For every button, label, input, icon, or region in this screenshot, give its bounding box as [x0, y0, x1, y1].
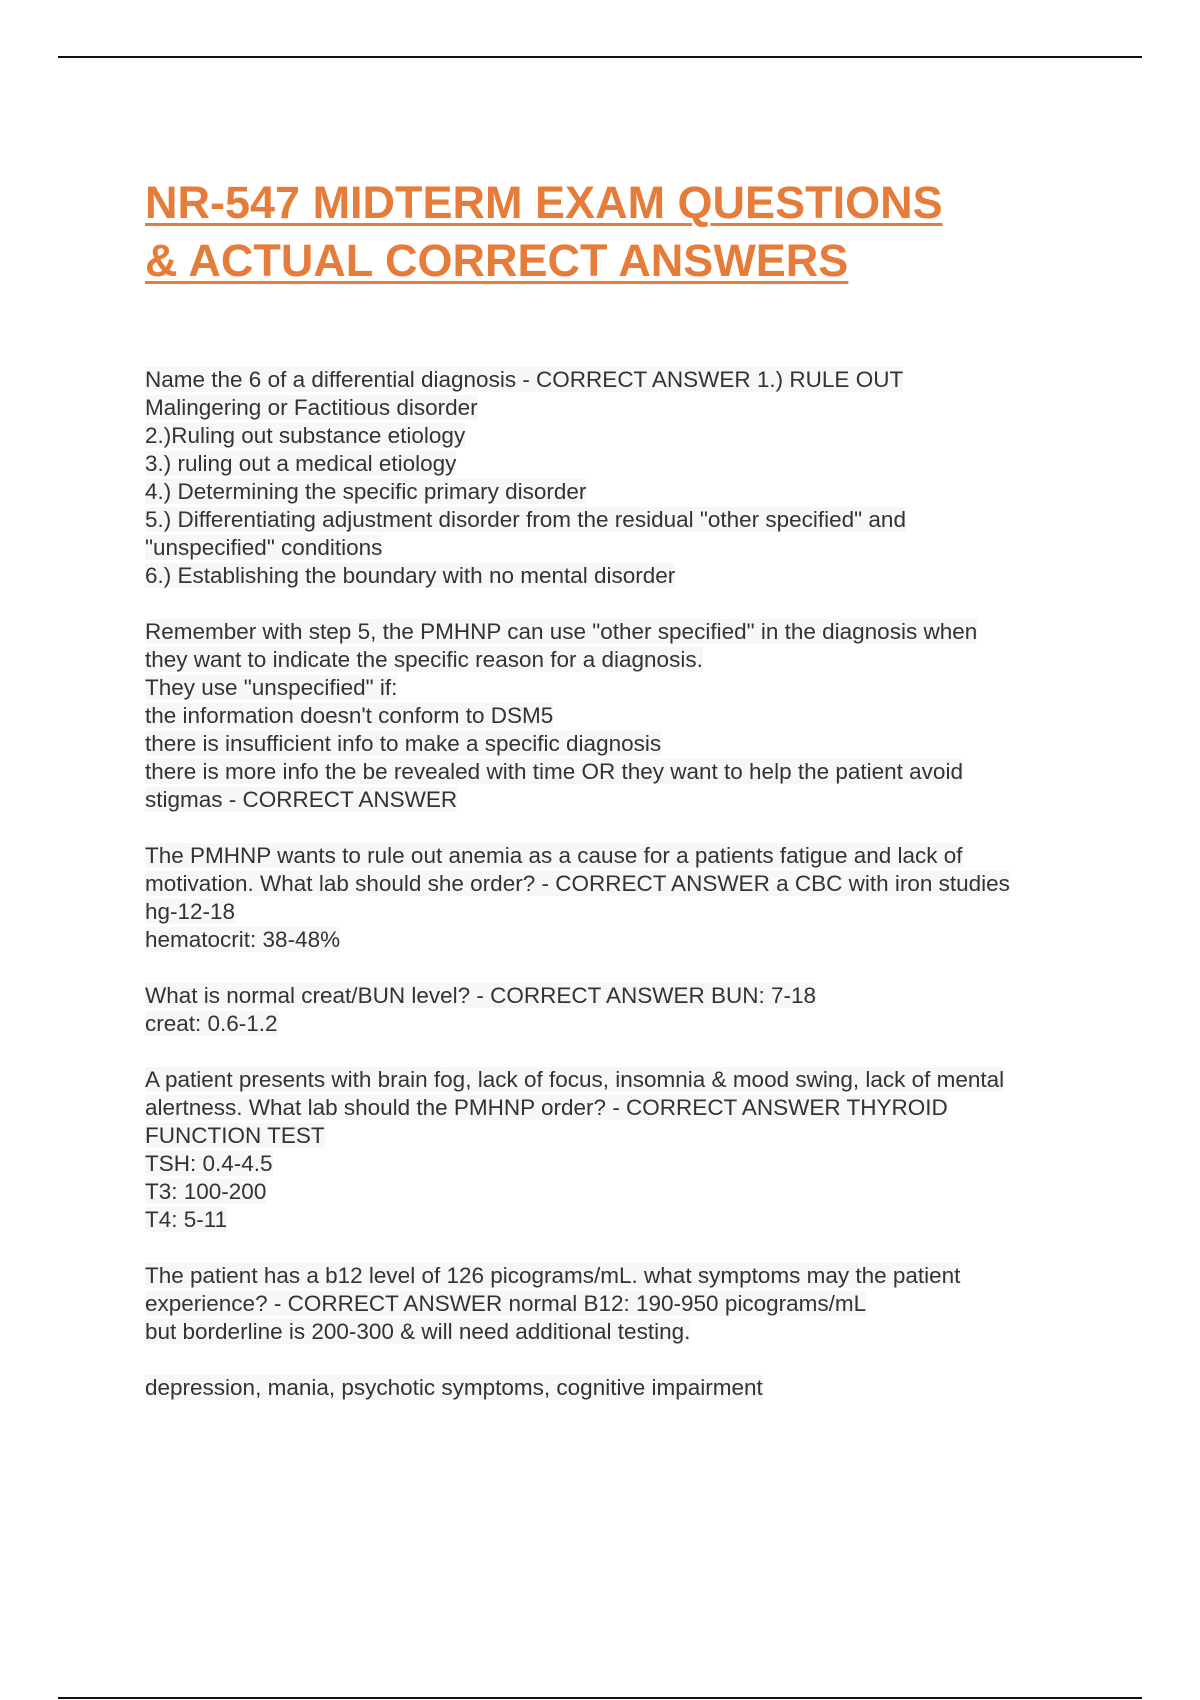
text-line: stigmas - CORRECT ANSWER [145, 787, 458, 812]
text-line: but borderline is 200-300 & will need additional testing. [145, 1319, 691, 1344]
text-line: "unspecified" conditions [145, 535, 383, 560]
document-body [145, 366, 1095, 1430]
text-line: FUNCTION TEST [145, 1123, 325, 1148]
text-line: the information doesn't conform to DSM5 [145, 703, 554, 728]
text-line: hematocrit: 38-48% [145, 927, 341, 952]
text-line: alertness. What lab should the PMHNP order? - CORRECT ANSWER THYROID [145, 1095, 948, 1120]
title-line: & ACTUAL CORRECT ANSWERS [145, 235, 849, 286]
text-line: T4: 5-11 [145, 1207, 228, 1232]
text-line: creat: 0.6-1.2 [145, 1011, 278, 1036]
qa-block-creat-bun [145, 982, 1095, 1038]
text-line: A patient presents with brain fog, lack of focus, insomnia & mood swing, lack of mental [145, 1067, 1005, 1092]
bottom-horizontal-rule [58, 1697, 1142, 1699]
text-line: experience? - CORRECT ANSWER normal B12: 190-950 picograms/mL [145, 1291, 867, 1316]
top-horizontal-rule [58, 56, 1142, 58]
text-line: Name the 6 of a differential diagnosis - CORRECT ANSWER 1.) RULE OUT [145, 367, 904, 392]
document-title [145, 174, 1105, 290]
text-line: Malingering or Factitious disorder [145, 395, 478, 420]
qa-block-differential-diagnosis [145, 366, 1095, 590]
text-line: depression, mania, psychotic symptoms, cognitive impairment [145, 1375, 763, 1400]
text-line: 5.) Differentiating adjustment disorder from the residual "other specified" and [145, 507, 906, 532]
text-line: Remember with step 5, the PMHNP can use "other specified" in the diagnosis when [145, 619, 978, 644]
text-line: The patient has a b12 level of 126 picograms/mL. what symptoms may the patient [145, 1263, 961, 1288]
text-line: They use "unspecified" if: [145, 675, 398, 700]
text-line: hg-12-18 [145, 899, 236, 924]
text-line: 3.) ruling out a medical etiology [145, 451, 457, 476]
qa-block-b12 [145, 1262, 1095, 1346]
text-line: TSH: 0.4-4.5 [145, 1151, 273, 1176]
text-line: The PMHNP wants to rule out anemia as a cause for a patients fatigue and lack of [145, 843, 963, 868]
text-line: 6.) Establishing the boundary with no mental disorder [145, 563, 676, 588]
text-line: 4.) Determining the specific primary disorder [145, 479, 587, 504]
text-line: 2.)Ruling out substance etiology [145, 423, 466, 448]
text-line: T3: 100-200 [145, 1179, 267, 1204]
text-line: there is insufficient info to make a specific diagnosis [145, 731, 662, 756]
qa-block-unspecified [145, 618, 1095, 814]
text-line: motivation. What lab should she order? - CORRECT ANSWER a CBC with iron studies [145, 871, 1010, 896]
text-line: there is more info the be revealed with time OR they want to help the patient avoid [145, 759, 963, 784]
qa-block-thyroid [145, 1066, 1095, 1234]
qa-block-anemia [145, 842, 1095, 954]
text-line: What is normal creat/BUN level? - CORRECT ANSWER BUN: 7-18 [145, 983, 817, 1008]
qa-block-b12-symptoms [145, 1374, 1095, 1402]
title-line: NR-547 MIDTERM EXAM QUESTIONS [145, 177, 943, 228]
text-line: they want to indicate the specific reason for a diagnosis. [145, 647, 703, 672]
